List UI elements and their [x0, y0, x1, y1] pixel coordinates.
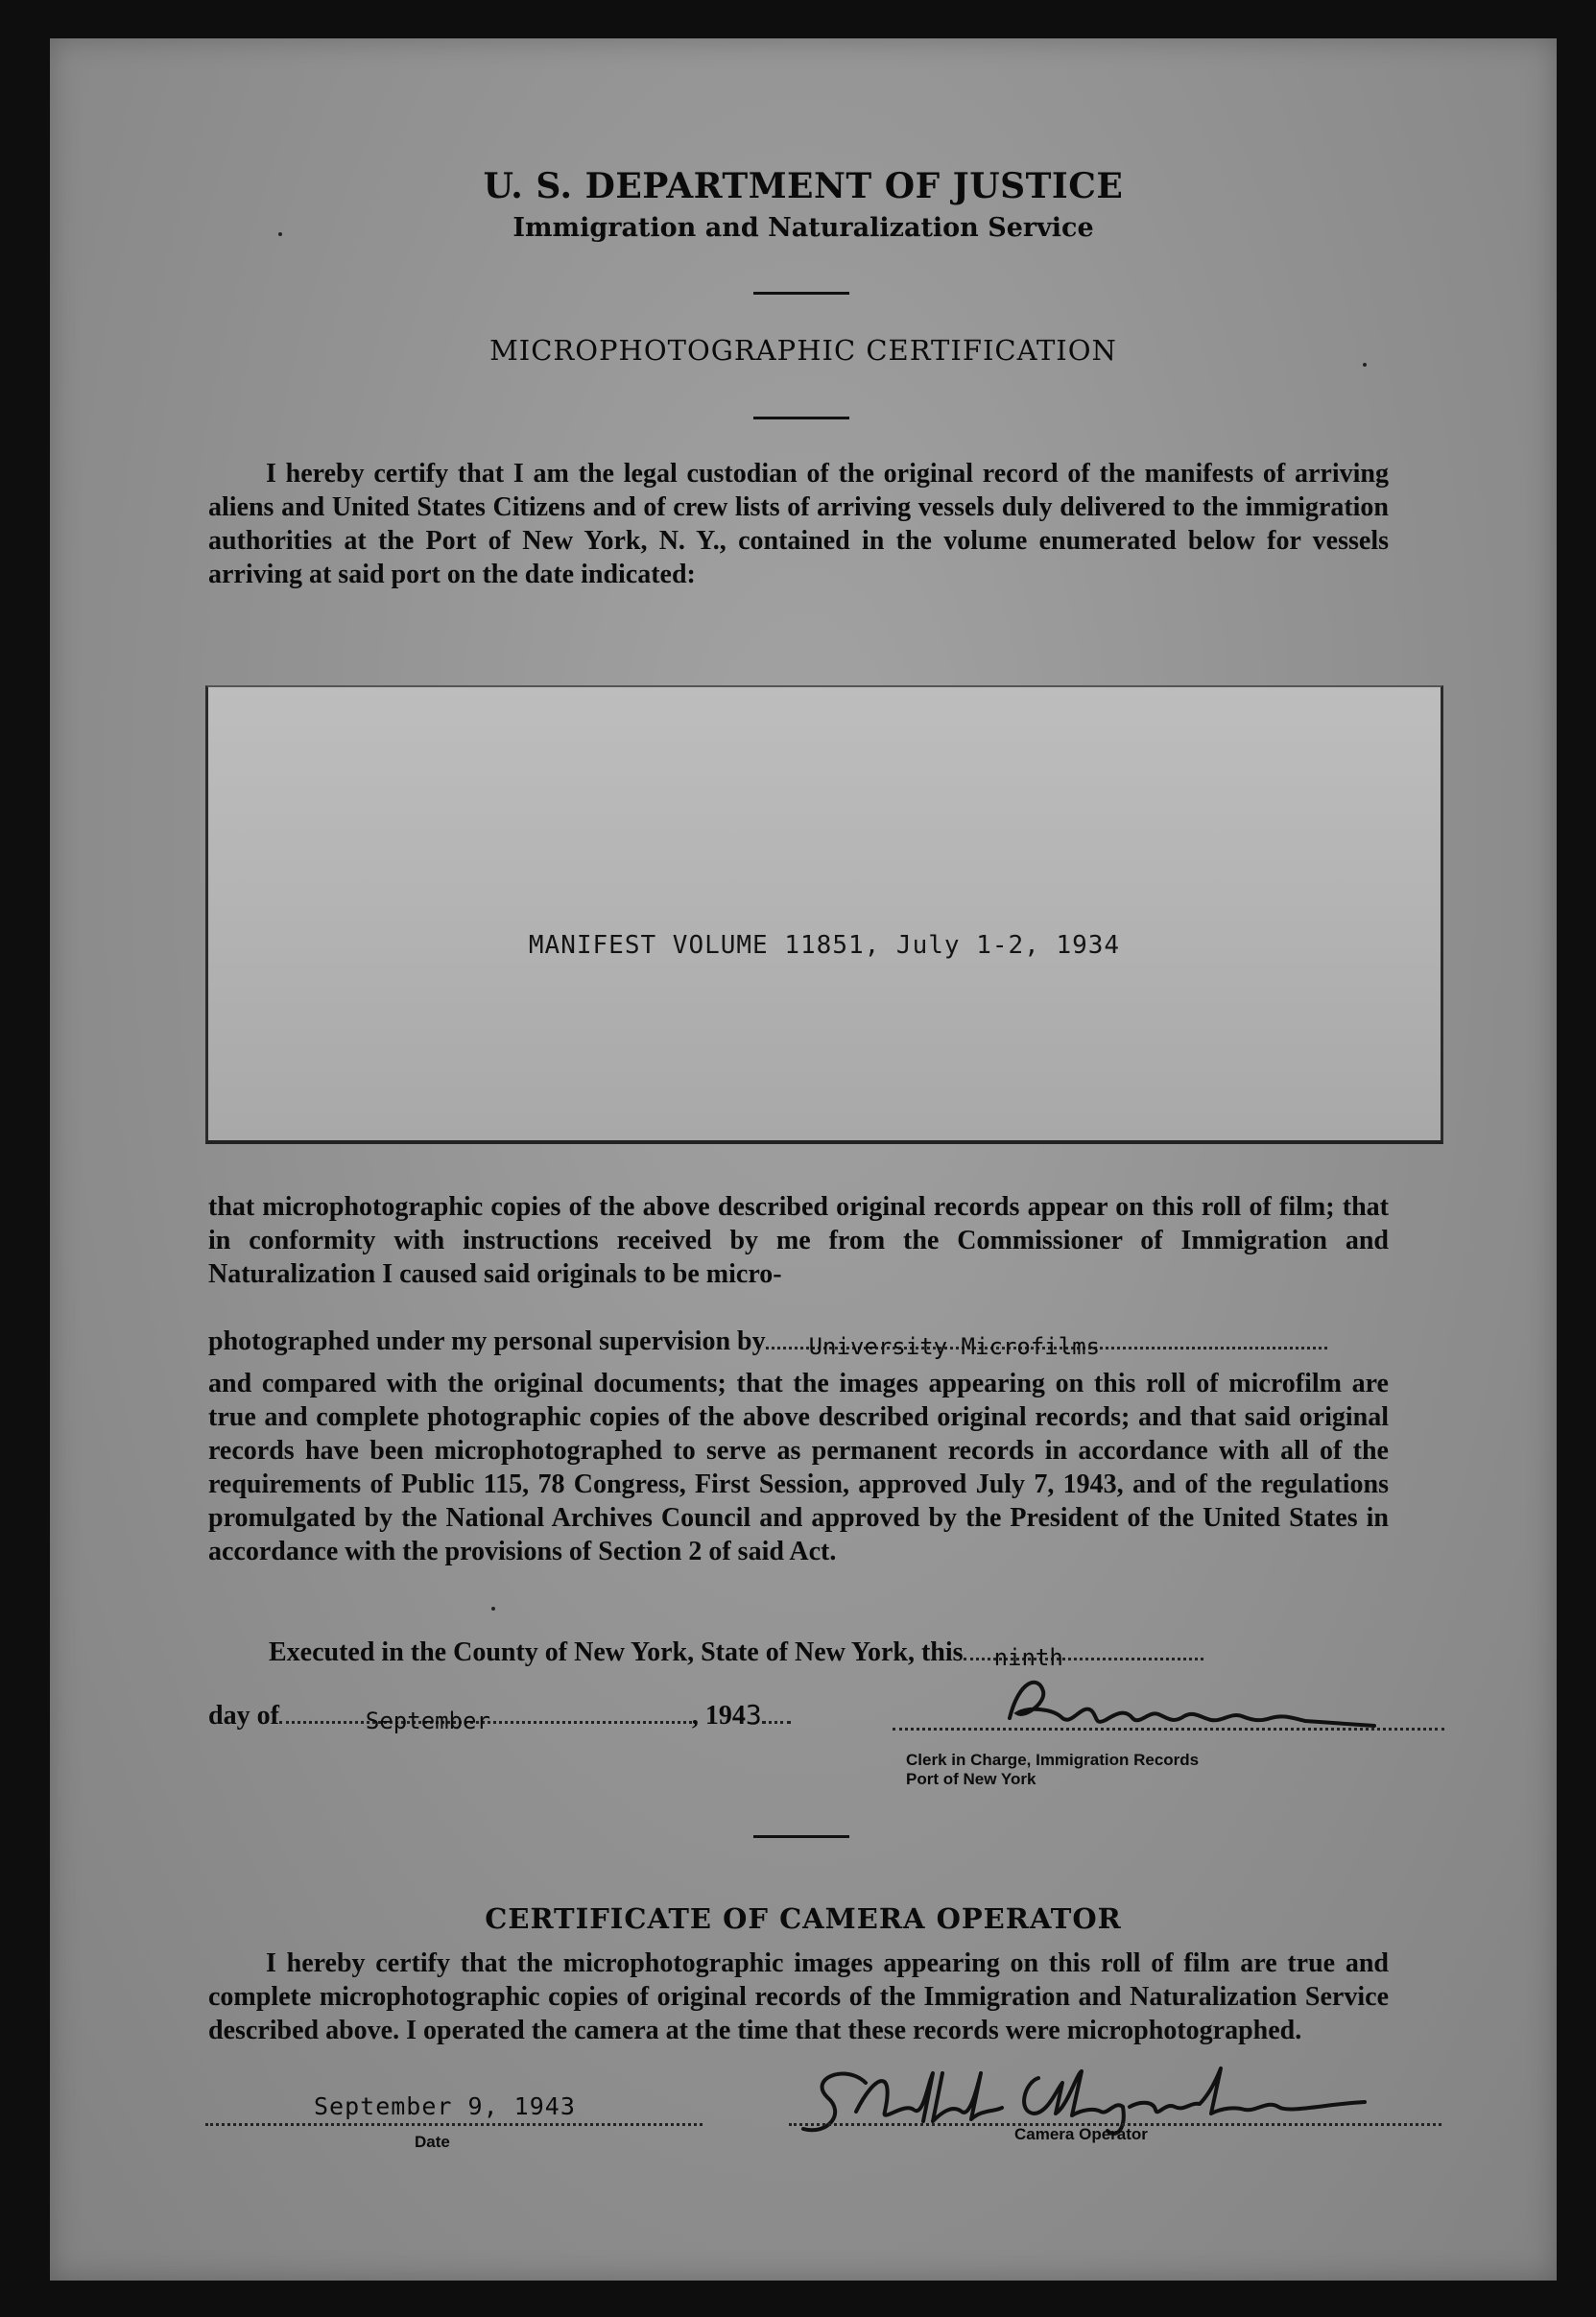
manifest-volume: MANIFEST VOLUME 11851, July 1-2, 1934	[528, 931, 1121, 960]
camera-certificate-text: I hereby certify that the microphotographic images appearing on this roll of film are true and complete microphotographic copies of original records of the Immigration and Naturalization Service described above. I operated the camera at the time that these records were microphotographed.	[208, 1948, 1389, 2045]
day-of-line	[208, 1699, 791, 1732]
clerk-signature-line	[893, 1728, 1444, 1731]
date-value: September 9, 1943	[314, 2092, 576, 2120]
supervisor-fill	[766, 1333, 1327, 1360]
supervision-line	[208, 1326, 1327, 1360]
camera-certificate-title: CERTIFICATE OF CAMERA OPERATOR	[485, 1902, 1122, 1935]
supervisor-name: University Microfilms	[808, 1333, 1101, 1360]
body-paragraph-part2: and compared with the original documents; that the images appearing on this roll of microfilm are true and complete photographic copies of the above described original records; and that said original records have been microphotographed to serve as permanent records in accordance with all of the requirements of Public 115, 78 Congress, First Session, approved July 7, 1943, and of the regulations promulgated by the National Archives Council and approved by the President of the United States in accordance with the provisions of Section 2 of said Act.	[208, 1369, 1389, 1566]
speck-mark	[1363, 363, 1367, 367]
month-fill	[279, 1708, 692, 1734]
intro-paragraph: I hereby certify that I am the legal custodian of the original record of the manifests of arriving aliens and United States Citizens and of crew lists of arriving vessels duly delivered to the immigration authorities at the Port of New York, N. Y., contained in the volume enumerated below for vessels arriving at said port on the date indicated:	[208, 459, 1389, 589]
service-subtitle: Immigration and Naturalization Service	[512, 213, 1094, 243]
speck-mark	[278, 232, 282, 236]
clerk-title-line1: Clerk in Charge, Immigration Records	[906, 1751, 1200, 1769]
supervision-prefix: photographed under my personal supervision by	[208, 1326, 766, 1356]
manifest-slip	[205, 685, 1443, 1144]
body-paragraph-part1: that microphotographic copies of the above described original records appear on this roll of film; that in conformity with instructions received by me from the Commissioner of Immigration and Naturalization I caused said originals to be micro-	[208, 1192, 1389, 1289]
divider-rule	[753, 1835, 849, 1838]
executed-day: ninth	[993, 1644, 1063, 1671]
divider-rule	[753, 292, 849, 295]
department-title: U. S. DEPARTMENT OF JUSTICE	[483, 166, 1124, 206]
camera-operator-label: Camera Operator	[1014, 2125, 1148, 2143]
certification-title: MICROPHOTOGRAPHIC CERTIFICATION	[489, 334, 1117, 367]
date-line	[205, 2123, 703, 2126]
clerk-title	[906, 1751, 1199, 1789]
executed-line	[269, 1637, 1203, 1671]
divider-rule	[753, 417, 849, 419]
year-digit: 3	[745, 1699, 762, 1731]
executed-day-fill	[964, 1644, 1203, 1671]
year-prefix: , 194	[691, 1701, 746, 1731]
day-of-prefix: day of	[208, 1701, 279, 1731]
year-fill	[762, 1721, 791, 1724]
executed-prefix: Executed in the County of New York, State of New York, this	[269, 1637, 964, 1667]
speck-mark	[491, 1607, 495, 1611]
month-value: September	[365, 1708, 490, 1734]
clerk-title-line2: Port of New York	[906, 1770, 1036, 1788]
date-label: Date	[415, 2133, 450, 2151]
certificate-page	[50, 38, 1557, 2281]
